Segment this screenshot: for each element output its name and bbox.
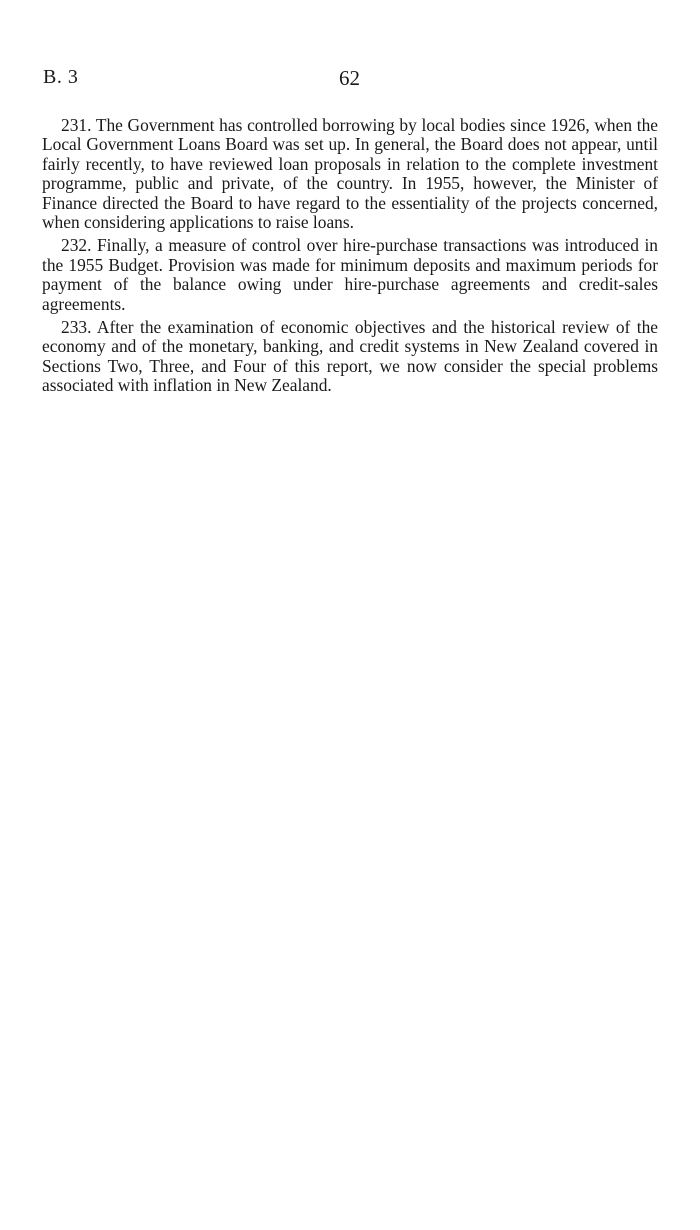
paragraph-232: 232. Finally, a measure of control over hire-purchase transactions was introduced in the 1955 Budget. Provision was made for minimum deposits and maximum periods for payment of the balance owing under hire-purchase agreements and credit-sales agreements.: [42, 235, 658, 314]
page-header: [0, 66, 700, 96]
series-code: B. 3: [43, 66, 79, 88]
page-number: 62: [339, 66, 360, 90]
paragraph-233: 233. After the examination of economic objectives and the historical review of the economy and of the monetary, banking, and credit systems in New Zealand covered in Sections Two, Three, and Four of this report, we now consider the special problems associated with inflation in New Zealand.: [42, 317, 658, 396]
body-text: [42, 116, 658, 400]
paragraph-231: 231. The Government has controlled borrowing by local bodies since 1926, when the Local Government Loans Board was set up. In general, the Board does not appear, until fairly recently, to have reviewed loan proposals in relation to the complete investment programme, public and private, of the country. In 1955, however, the Minister of Finance directed the Board to have regard to the essentiality of the projects concerned, when considering applications to raise loans.: [42, 115, 658, 233]
